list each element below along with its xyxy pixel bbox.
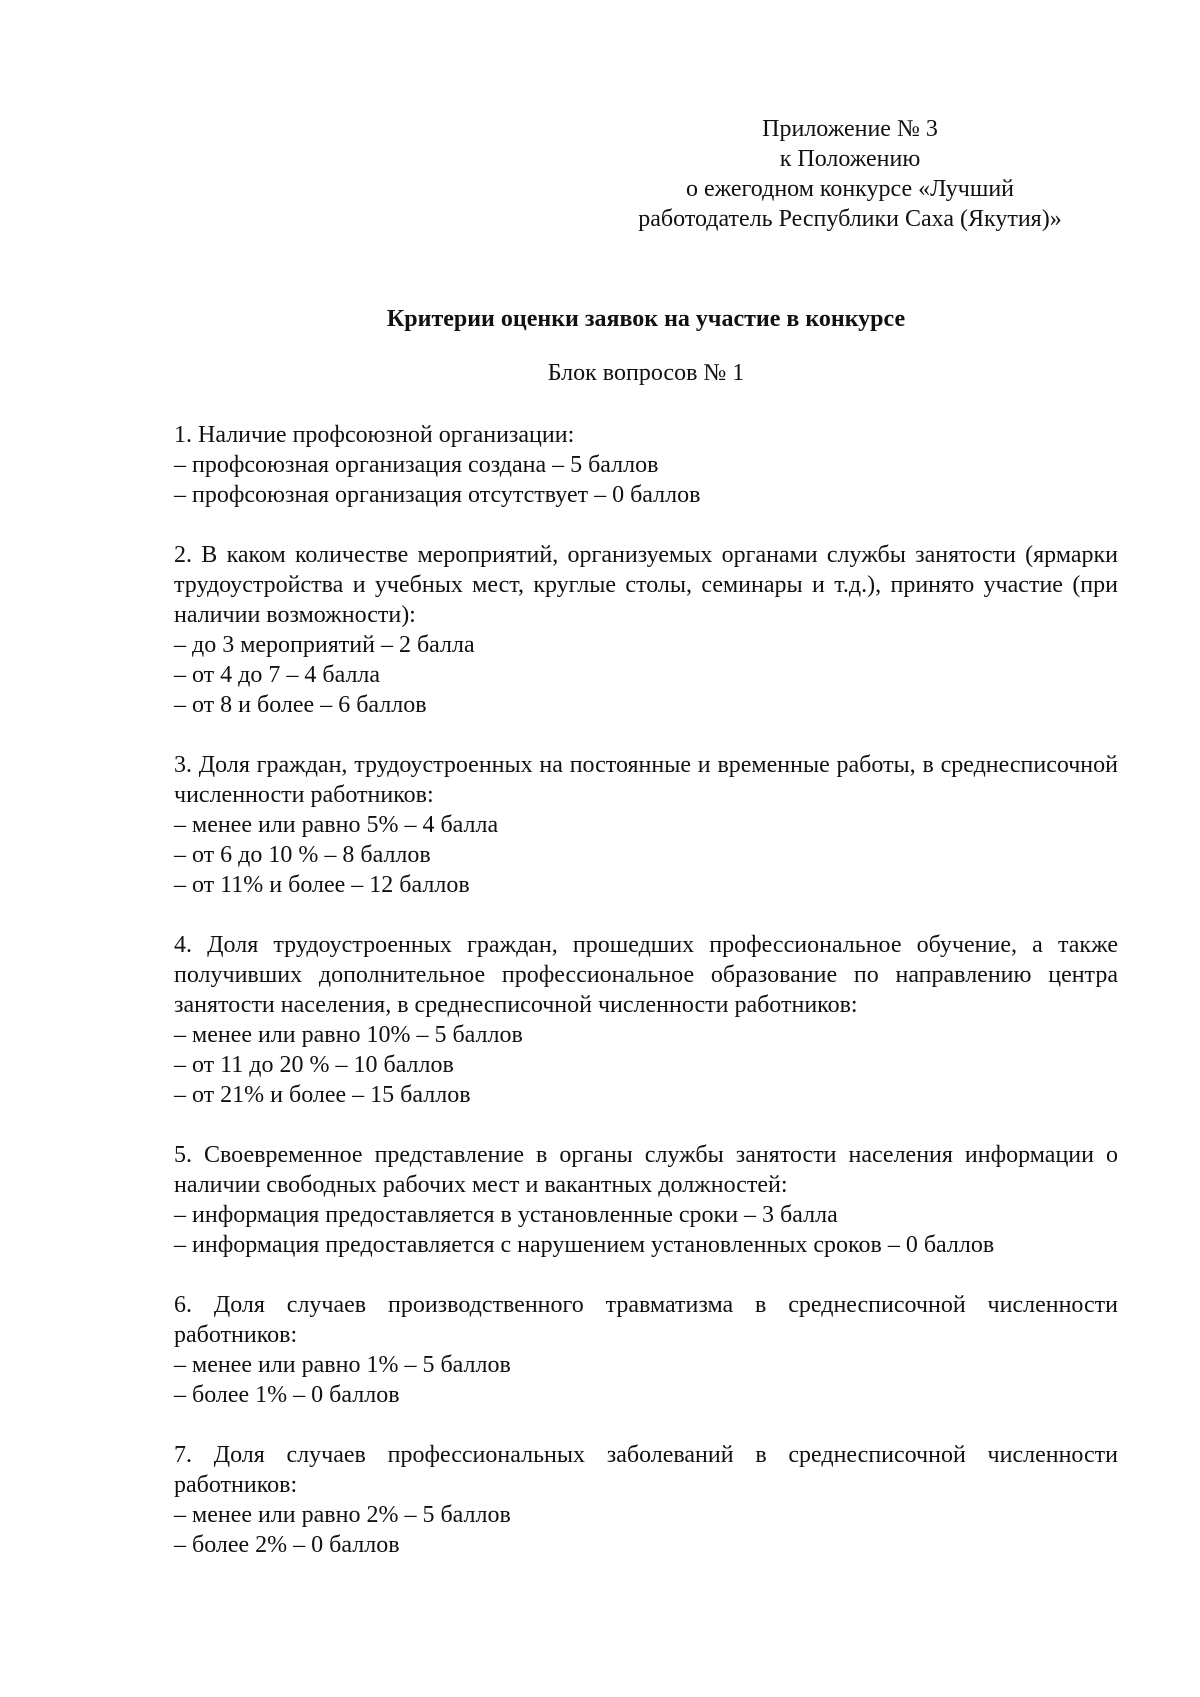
criterion-section bbox=[174, 750, 1118, 900]
criterion-question: 6. Доля случаев производственного травматизма в среднесписочной численности работников: bbox=[174, 1292, 1118, 1348]
criterion-option: – профсоюзная организация создана – 5 баллов bbox=[174, 452, 659, 478]
criterion-question: 4. Доля трудоустроенных граждан, прошедших профессиональное обучение, а также получивших дополнительное профессиональное образование по направлению центра занятости населения, в среднесписочной численности работников: bbox=[174, 932, 1118, 1018]
criterion-option: – менее или равно 5% – 4 балла bbox=[174, 812, 499, 838]
criterion-option: – менее или равно 10% – 5 баллов bbox=[174, 1022, 523, 1048]
criterion-option: – информация предоставляется в установленные сроки – 3 балла bbox=[174, 1202, 838, 1228]
appendix-line: к Положению bbox=[779, 146, 921, 172]
criteria-list bbox=[174, 420, 1118, 1590]
block-title: Блок вопросов № 1 bbox=[547, 360, 745, 386]
criterion-section bbox=[174, 1440, 1118, 1560]
appendix-line: работодатель Республики Саха (Якутия)» bbox=[638, 206, 1062, 232]
criterion-option: – от 4 до 7 – 4 балла bbox=[174, 662, 381, 688]
criterion-question: 3. Доля граждан, трудоустроенных на постоянные и временные работы, в среднесписочной численности работников: bbox=[174, 752, 1118, 808]
criterion-option: – от 11% и более – 12 баллов bbox=[174, 872, 470, 898]
document-title: Критерии оценки заявок на участие в конкурсе bbox=[386, 306, 906, 332]
criterion-section bbox=[174, 1140, 1118, 1260]
criterion-option: – более 1% – 0 баллов bbox=[174, 1382, 400, 1408]
appendix-line: о ежегодном конкурсе «Лучший bbox=[685, 176, 1015, 202]
appendix-line: Приложение № 3 bbox=[762, 116, 938, 142]
criterion-section bbox=[174, 930, 1118, 1110]
criterion-question: 1. Наличие профсоюзной организации: bbox=[174, 422, 575, 448]
criterion-option: – менее или равно 1% – 5 баллов bbox=[174, 1352, 511, 1378]
criterion-option: – от 8 и более – 6 баллов bbox=[174, 692, 427, 718]
criterion-option: – более 2% – 0 баллов bbox=[174, 1532, 400, 1558]
criterion-question: 5. Своевременное представление в органы службы занятости населения информации о наличии свободных рабочих мест и вакантных должностей: bbox=[174, 1142, 1118, 1198]
criterion-section bbox=[174, 1290, 1118, 1410]
criterion-option: – до 3 мероприятий – 2 балла bbox=[174, 632, 475, 658]
criterion-option: – профсоюзная организация отсутствует – 0 баллов bbox=[174, 482, 701, 508]
criterion-section bbox=[174, 420, 1118, 510]
criterion-question: 2. В каком количестве мероприятий, организуемых органами службы занятости (ярмарки трудоустройства и учебных мест, круглые столы, семинары и т.д.), принято участие (при наличии возможности): bbox=[174, 542, 1118, 628]
appendix-header bbox=[620, 114, 1080, 234]
criterion-option: – менее или равно 2% – 5 баллов bbox=[174, 1502, 511, 1528]
criterion-option: – от 11 до 20 % – 10 баллов bbox=[174, 1052, 454, 1078]
criterion-option: – от 21% и более – 15 баллов bbox=[174, 1082, 471, 1108]
criterion-option: – от 6 до 10 % – 8 баллов bbox=[174, 842, 431, 868]
criterion-section bbox=[174, 540, 1118, 720]
criterion-question: 7. Доля случаев профессиональных заболеваний в среднесписочной численности работников: bbox=[174, 1442, 1118, 1498]
criterion-option: – информация предоставляется с нарушением установленных сроков – 0 баллов bbox=[174, 1232, 995, 1258]
